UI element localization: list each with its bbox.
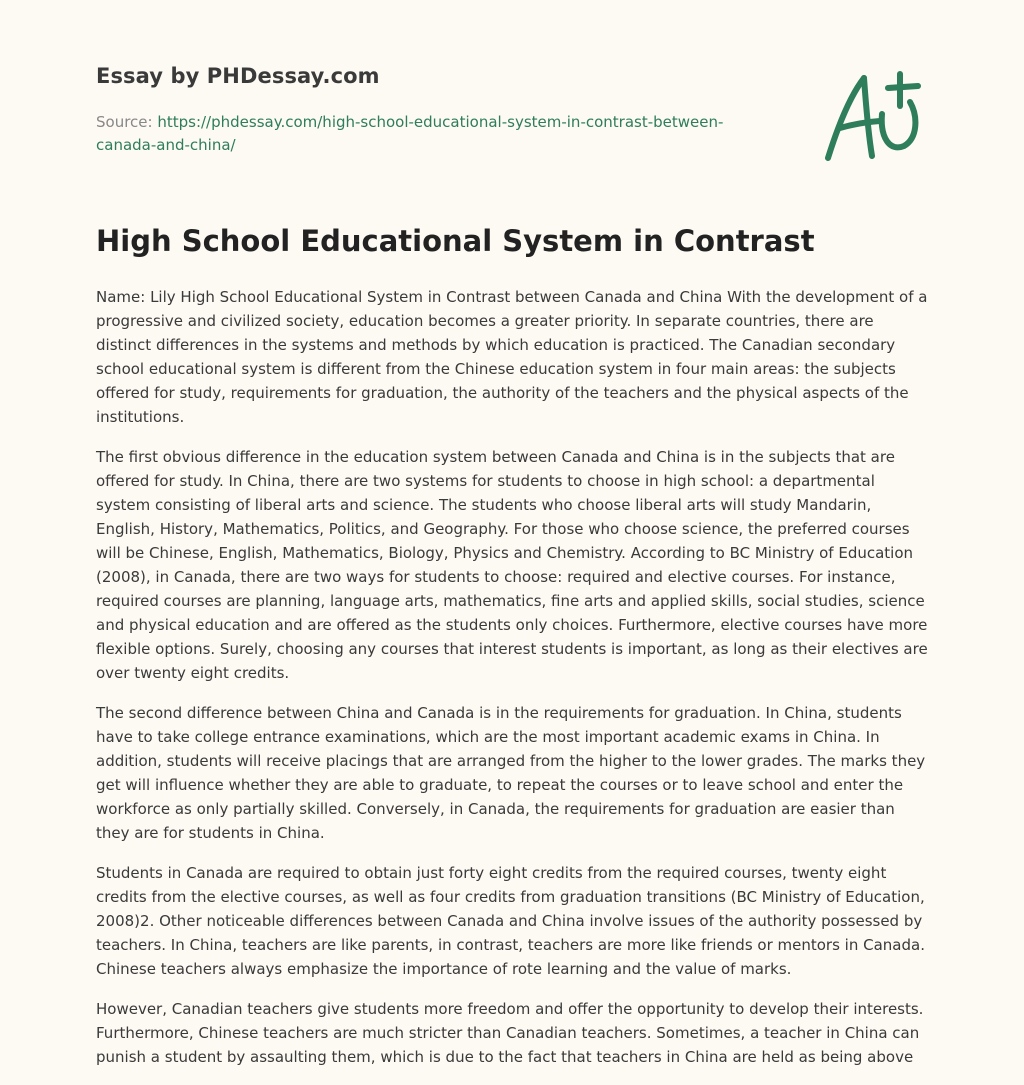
source-line (96, 111, 756, 157)
paragraph: However, Canadian teachers give students more freedom and offer the opportunity to develop their interests. Furthermore, Chinese teachers are much stricter than Canadian teachers. Sometimes, a teacher in China can punish a student by assaulting them, which is due to the fact that teachers in China are held as being above (96, 1000, 924, 1066)
essay-title: High School Educational System in Contrast (96, 224, 815, 258)
paragraph: Students in Canada are required to obtain just forty eight credits from the required courses, twenty eight credits from the elective courses, as well as four credits from graduation transitions (BC Ministry of Education, 2008)2. Other noticeable differences between Canada and China involve issues of the authority possessed by teachers. In China, teachers are like parents, in contrast, teachers are more like friends or mentors in Canada. Chinese teachers always emphasize the importance of rote learning and the value of marks. (96, 864, 925, 978)
paragraph: The first obvious difference in the education system between Canada and China is in the subjects that are offered for study. In China, there are two systems for students to choose in high school: a departmental system consisting of liberal arts and science. The students who choose liberal arts will study Mandarin, English, History, Mathematics, Politics, and Geography. For those who choose science, the preferred courses will be Chinese, English, Mathematics, Biology, Physics and Chemistry. According to BC Ministry of Education (2008), in Canada, there are two ways for students to choose: required and elective courses. For instance, required courses are planning, language arts, mathematics, fine arts and applied skills, social studies, science and physical education and are offered as the students only choices. Furthermore, elective courses have more flexible options. Surely, choosing any courses that interest students is important, as long as their electives are over twenty eight credits. (96, 448, 928, 682)
paragraph: The second difference between China and Canada is in the requirements for graduation. In China, students have to take college entrance examinations, which are the most important academic exams in China. In addition, students will receive placings that are arranged from the higher to the lower grades. The marks they get will influence whether they are able to graduate, to repeat the courses or to leave school and enter the workforce as only partially skilled. Conversely, in Canada, the requirements for graduation are easier than they are for students in China. (96, 704, 926, 842)
brand-title: Essay by PHDessay.com (96, 64, 380, 88)
a-plus-icon (820, 66, 930, 166)
paragraph: Name: Lily High School Educational System in Contrast between Canada and China With the development of a progressive and civilized society, education becomes a greater priority. In separate countries, there are distinct differences in the systems and methods by which education is practiced. The Canadian secondary school educational system is different from the Chinese education system in four main areas: the subjects offered for study, requirements for graduation, the authority of the teachers and the physical aspects of the institutions. (96, 288, 928, 426)
essay-body (96, 285, 928, 1085)
source-link[interactable]: https://phdessay.com/high-school-educational-system-in-contrast-between-canada-and-china/ (96, 113, 724, 154)
source-label: Source: (96, 113, 158, 131)
